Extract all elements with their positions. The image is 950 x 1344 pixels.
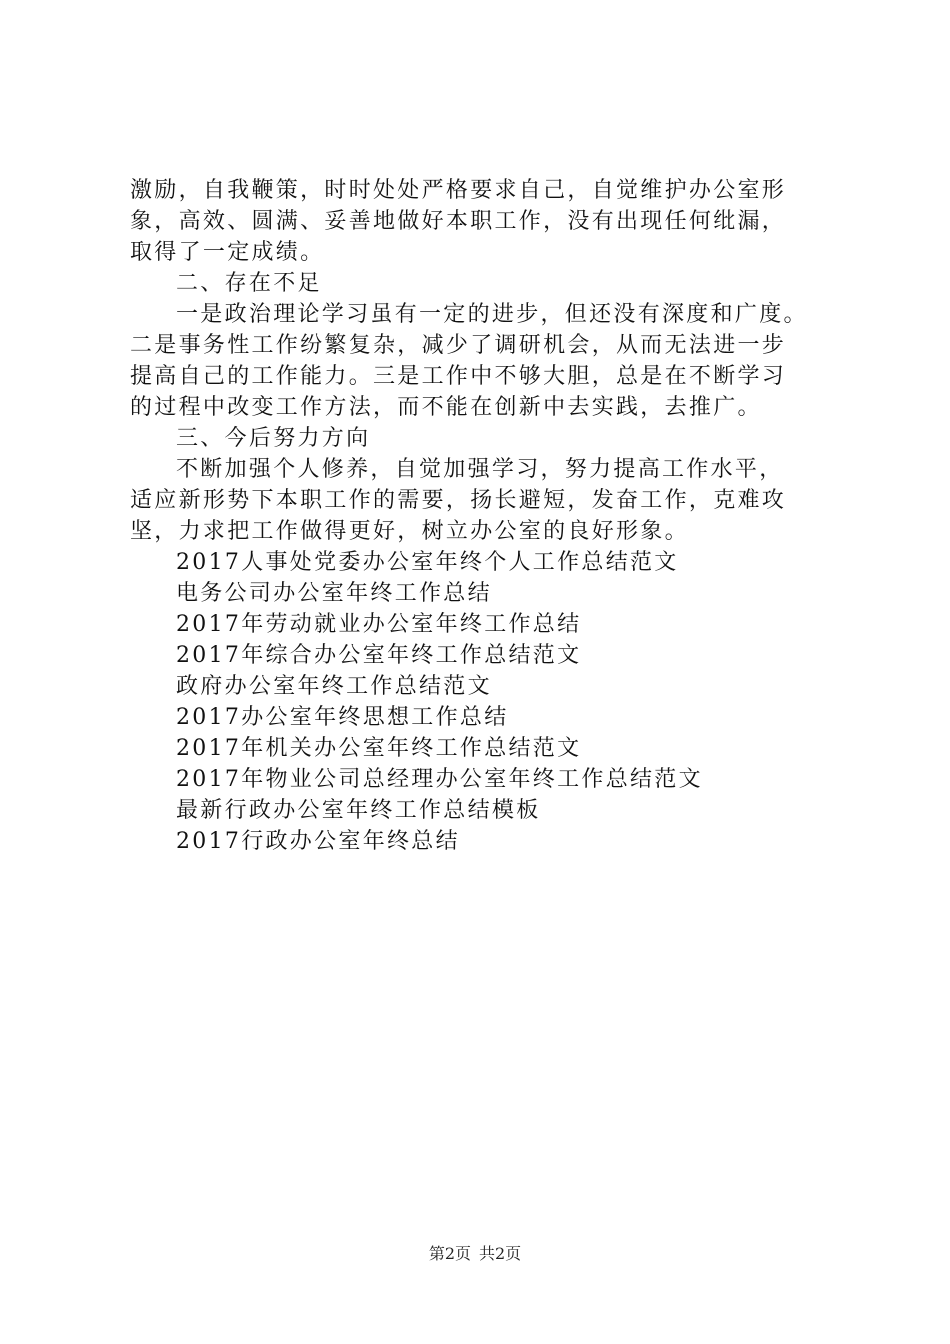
related-links-list	[130, 547, 850, 857]
page-number: 第2页	[428, 1244, 471, 1263]
related-link[interactable]: 2017年物业公司总经理办公室年终工作总结范文	[176, 767, 703, 792]
related-link[interactable]: 2017年综合办公室年终工作总结范文	[176, 643, 582, 668]
related-link[interactable]: 政府办公室年终工作总结范文	[176, 674, 492, 699]
related-link[interactable]: 最新行政办公室年终工作总结模板	[176, 798, 541, 823]
body-line: 二、存在不足	[176, 271, 322, 296]
body-line: 二是事务性工作纷繁复杂，减少了调研机会，从而无法进一步	[130, 333, 787, 358]
related-link[interactable]: 电务公司办公室年终工作总结	[176, 581, 492, 606]
body-line: 激励，自我鞭策，时时处处严格要求自己，自觉维护办公室形	[130, 178, 787, 203]
page-total: 共2页	[479, 1244, 522, 1263]
body-line: 取得了一定成绩。	[130, 240, 325, 265]
related-link[interactable]: 2017办公室年终思想工作总结	[176, 705, 509, 730]
related-link[interactable]: 2017年机关办公室年终工作总结范文	[176, 736, 582, 761]
body-line: 一是政治理论学习虽有一定的进步，但还没有深度和广度。	[176, 302, 808, 327]
body-line: 不断加强个人修养，自觉加强学习，努力提高工作水平，	[176, 457, 784, 482]
related-link[interactable]: 2017年劳动就业办公室年终工作总结	[176, 612, 582, 637]
page-footer	[0, 1244, 950, 1264]
body-line: 的过程中改变工作方法，而不能在创新中去实践，去推广。	[130, 395, 762, 420]
document-body	[130, 175, 850, 857]
body-line: 象，高效、圆满、妥善地做好本职工作，没有出现任何纰漏，	[130, 209, 787, 234]
related-link[interactable]: 2017人事处党委办公室年终个人工作总结范文	[176, 550, 679, 575]
related-link[interactable]: 2017行政办公室年终总结	[176, 829, 460, 854]
body-text	[130, 175, 850, 547]
body-line: 坚，力求把工作做得更好，树立办公室的良好形象。	[130, 519, 689, 544]
body-line: 三、今后努力方向	[176, 426, 371, 451]
body-line: 适应新形势下本职工作的需要，扬长避短，发奋工作，克难攻	[130, 488, 787, 513]
body-line: 提高自己的工作能力。三是工作中不够大胆，总是在不断学习	[130, 364, 787, 389]
